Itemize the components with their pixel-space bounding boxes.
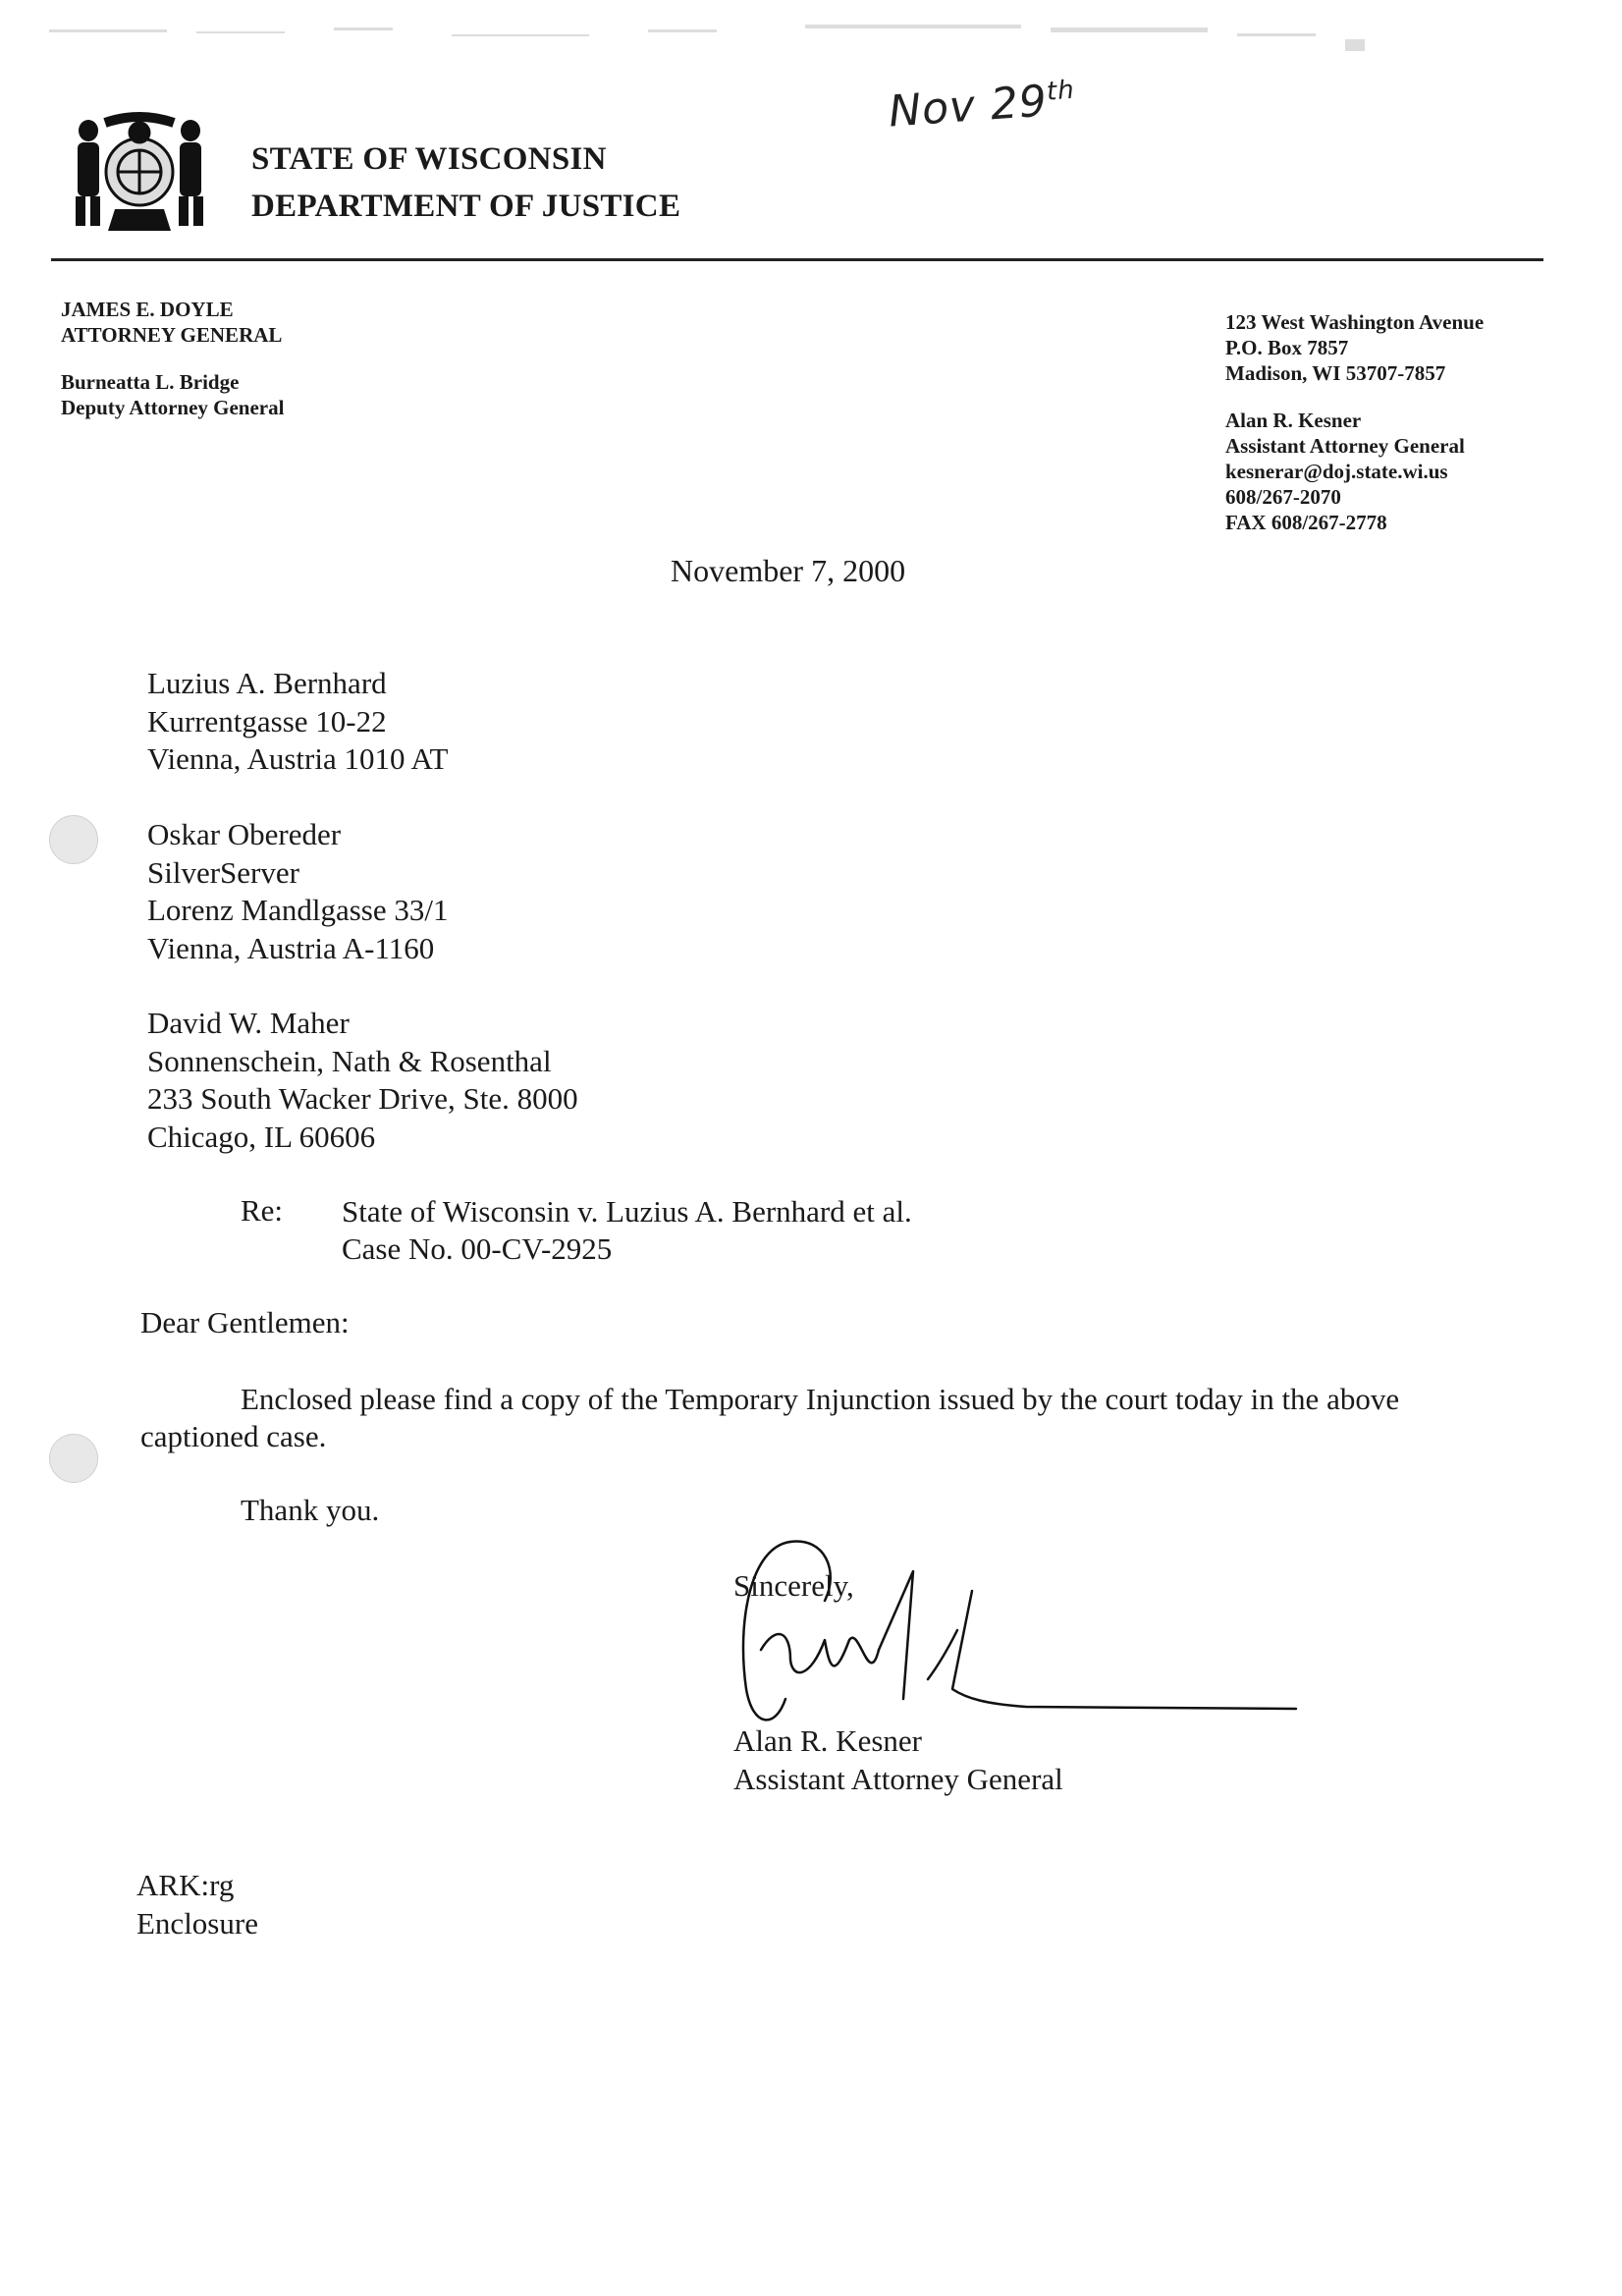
hole-punch-mark	[49, 815, 98, 864]
signer-name: Alan R. Kesner	[733, 1723, 922, 1758]
deputy-title: Deputy Attorney General	[61, 396, 285, 419]
recipient-address-2	[147, 816, 448, 967]
contact-email: kesnerar@doj.state.wi.us	[1225, 460, 1448, 483]
address-line: Kurrentgasse 10-22	[147, 703, 387, 738]
address-line: SilverServer	[147, 854, 299, 890]
letter-date: November 7, 2000	[671, 553, 906, 588]
re-subject	[342, 1193, 912, 1268]
header-divider	[51, 258, 1543, 261]
office-city: Madison, WI 53707-7857	[1225, 361, 1446, 385]
office-po-box: P.O. Box 7857	[1225, 336, 1349, 359]
contact-fax: FAX 608/267-2778	[1225, 511, 1387, 534]
header-officials	[61, 297, 284, 420]
signer-title: Assistant Attorney General	[733, 1762, 1063, 1796]
letterhead-line-state: STATE OF WISCONSIN	[251, 141, 607, 177]
contact-phone: 608/267-2070	[1225, 485, 1341, 509]
address-line: 233 South Wacker Drive, Ste. 8000	[147, 1081, 578, 1116]
state-seal-logo	[61, 93, 218, 241]
handwritten-date-note: Nov 29th	[887, 75, 1076, 137]
thanks-line: Thank you.	[241, 1493, 380, 1527]
closing: Sincerely,	[733, 1568, 854, 1603]
handwritten-signature	[731, 1532, 1301, 1758]
attorney-general-name: JAMES E. DOYLE	[61, 298, 234, 321]
salutation: Dear Gentlemen:	[140, 1305, 350, 1339]
recipient-address-3	[147, 1005, 578, 1156]
attorney-general-title: ATTORNEY GENERAL	[61, 323, 283, 347]
deputy-name: Burneatta L. Bridge	[61, 370, 240, 394]
address-line: Sonnenschein, Nath & Rosenthal	[147, 1043, 552, 1078]
re-case-title: State of Wisconsin v. Luzius A. Bernhard et al.	[342, 1194, 912, 1229]
address-line: Oskar Obereder	[147, 817, 342, 851]
address-line: Vienna, Austria A-1160	[147, 930, 435, 965]
enclosure-note: Enclosure	[136, 1906, 258, 1941]
address-line: Vienna, Austria 1010 AT	[147, 741, 449, 776]
contact-name: Alan R. Kesner	[1225, 409, 1362, 432]
letterhead-title	[251, 136, 680, 230]
recipient-address-1	[147, 665, 448, 779]
contact-title: Assistant Attorney General	[1225, 434, 1465, 458]
hole-punch-mark	[49, 1434, 98, 1483]
footer-notations	[136, 1866, 258, 1942]
typist-initials: ARK:rg	[136, 1868, 235, 1902]
address-line: Chicago, IL 60606	[147, 1119, 376, 1154]
address-line: Luzius A. Bernhard	[147, 666, 387, 700]
re-case-number: Case No. 00-CV-2925	[342, 1231, 613, 1266]
scan-noise	[39, 10, 1414, 69]
address-line: David W. Maher	[147, 1006, 350, 1040]
body-paragraph: Enclosed please find a copy of the Temporary Injunction issued by the court today in the above captioned case.	[140, 1382, 1400, 1453]
address-line: Lorenz Mandlgasse 33/1	[147, 893, 449, 927]
letterhead-line-department: DEPARTMENT OF JUSTICE	[251, 189, 681, 224]
re-label: Re:	[241, 1193, 284, 1228]
office-street: 123 West Washington Avenue	[1225, 310, 1485, 334]
header-address-block	[1225, 309, 1484, 535]
